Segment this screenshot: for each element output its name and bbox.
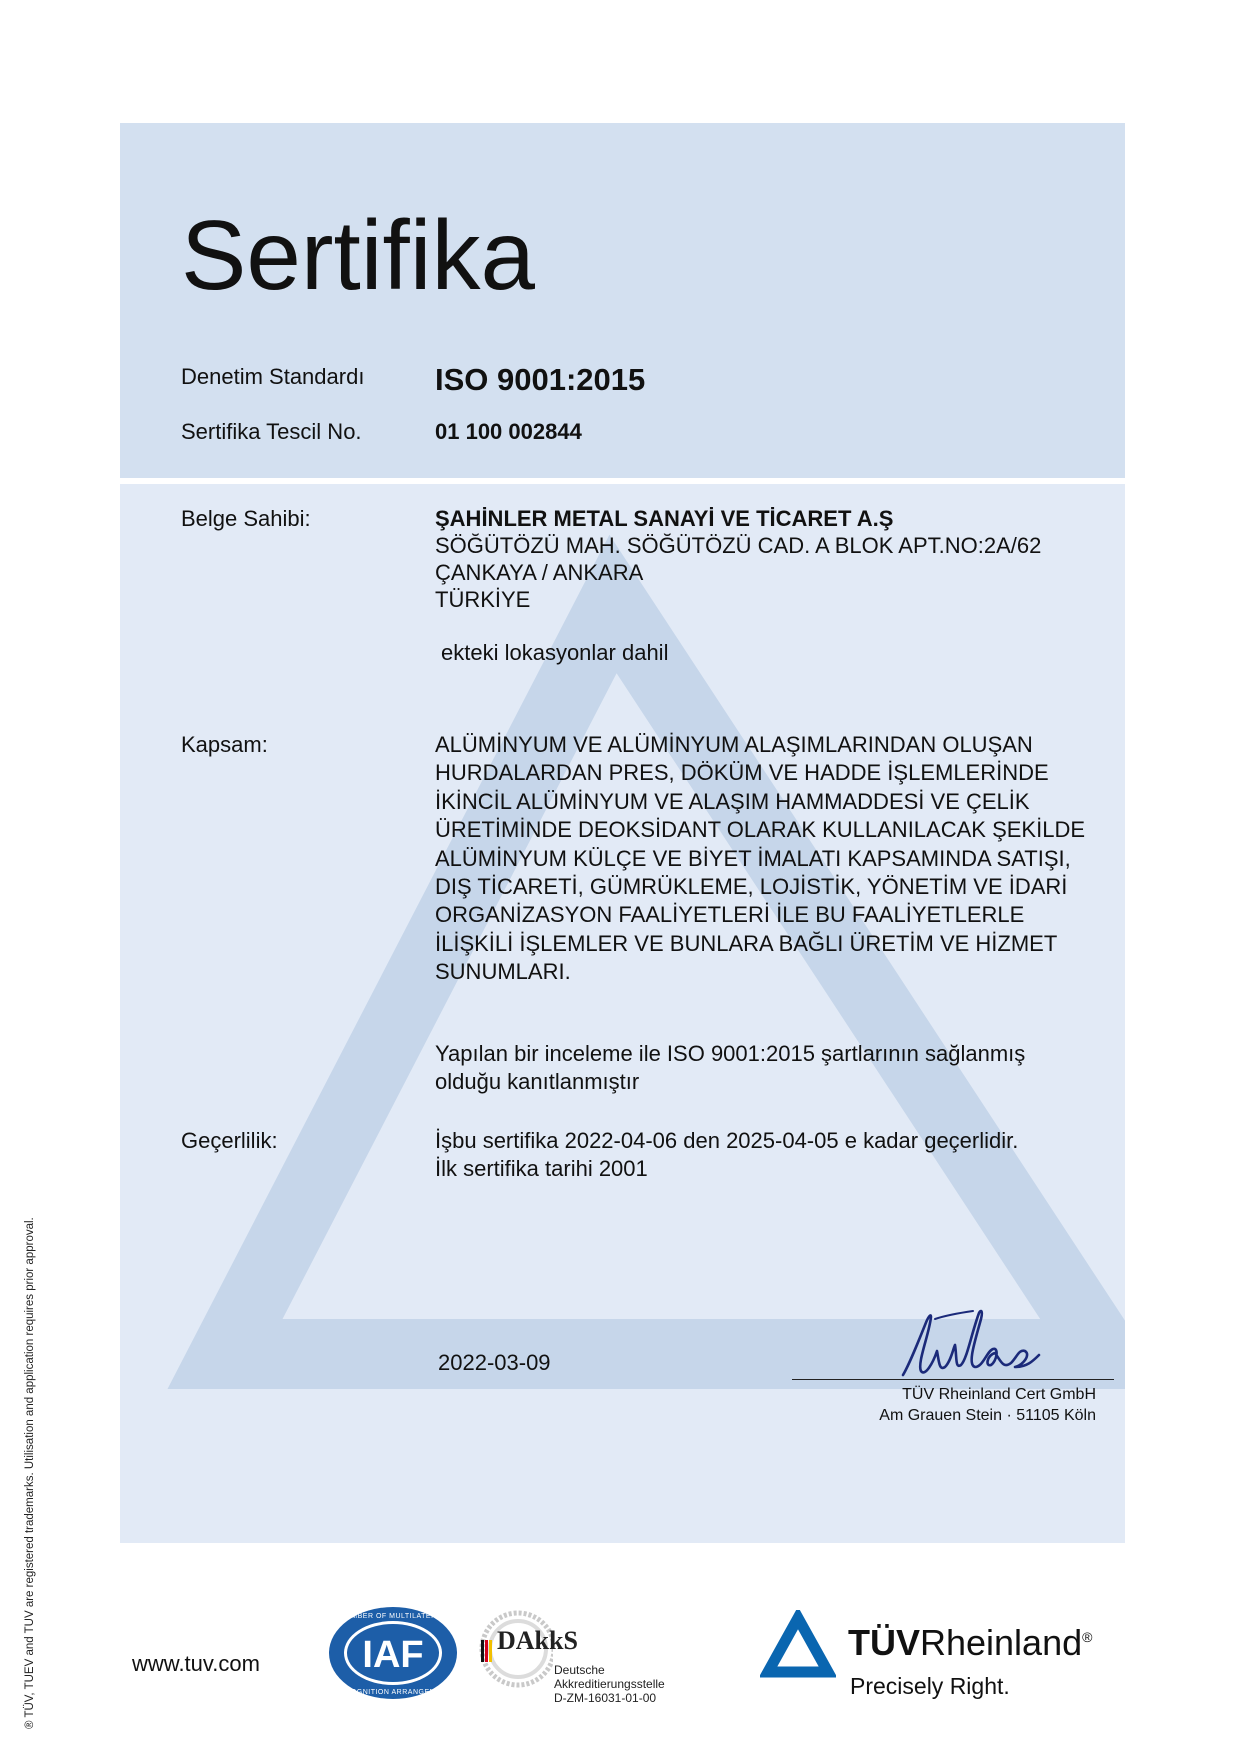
standard-label: Denetim Standardı — [181, 364, 365, 389]
scope-line: İLİŞKİLİ İŞLEMLER VE BUNLARA BAĞLI ÜRETİM VE HİZMET — [435, 930, 1058, 956]
holder-address-line: SÖĞÜTÖZÜ MAH. SÖĞÜTÖZÜ CAD. A BLOK APT.NO:2A/62 — [435, 533, 1042, 558]
registration-number: 01 100 002844 — [435, 419, 582, 444]
dakks-line: Deutsche — [554, 1663, 605, 1677]
holder-label: Belge Sahibi: — [181, 506, 311, 531]
scope-line: DIŞ TİCARETİ, GÜMRÜKLEME, LOJİSTİK, YÖNETİM VE İDARİ — [435, 874, 1068, 900]
holder-block — [435, 505, 1041, 613]
conformity-statement — [435, 1040, 1025, 1097]
scope-line: ALÜMİNYUM KÜLÇE VE BİYET İMALATI KAPSAMINDA SATIŞI, — [435, 845, 1071, 871]
holder-address-line: TÜRKİYE — [435, 587, 531, 612]
scope-line: ÜRETİMİNDE DEOKSİDANT OLARAK KULLANILACAK ŞEKİLDE — [435, 817, 1085, 843]
scope-line: ORGANİZASYON FAALİYETLERİ İLE BU FAALİYETLERLE — [435, 902, 1025, 928]
statement-line: olduğu kanıtlanmıştır — [435, 1069, 640, 1095]
standard-value: ISO 9001:2015 — [435, 362, 646, 397]
dakks-name: DAkkS — [497, 1626, 578, 1655]
validity-text — [435, 1127, 1018, 1184]
iaf-logo-icon — [326, 1604, 460, 1702]
scope-line: ALÜMİNYUM VE ALÜMİNYUM ALAŞIMLARINDAN OLUŞAN — [435, 732, 1033, 757]
statement-line: Yapılan bir inceleme ile ISO 9001:2015 şartlarının sağlanmış — [435, 1041, 1026, 1066]
validity-line: İşbu sertifika 2022-04-06 den 2025-04-05 e kadar geçerlidir. — [435, 1128, 1019, 1153]
svg-text:MEMBER OF MULTILATERAL: MEMBER OF MULTILATERAL — [339, 1613, 447, 1620]
scope-text — [435, 731, 1085, 987]
tuv-tagline: Precisely Right. — [850, 1673, 1010, 1699]
issuer-name: TÜV Rheinland Cert GmbH — [902, 1386, 1096, 1403]
registered-mark: ® — [1082, 1629, 1093, 1645]
dakks-details — [554, 1663, 665, 1705]
issue-date: 2022-03-09 — [438, 1350, 551, 1375]
dakks-code: D-ZM-16031-01-00 — [554, 1691, 657, 1705]
tuv-brand-bold: TÜV — [848, 1622, 920, 1663]
tuv-triangle-logo-icon — [760, 1610, 836, 1680]
signature-icon — [895, 1305, 1045, 1383]
holder-name: ŞAHİNLER METAL SANAYİ VE TİCARET A.Ş — [435, 506, 894, 531]
validity-label: Geçerlilik: — [181, 1128, 278, 1153]
website-link[interactable]: www.tuv.com — [132, 1651, 260, 1676]
validity-line: İlk sertifika tarihi 2001 — [435, 1156, 648, 1182]
tuv-brand — [848, 1622, 1092, 1664]
issuer-address: Am Grauen Stein · 51105 Köln — [879, 1407, 1096, 1424]
dakks-line: Akkreditierungsstelle — [554, 1677, 665, 1691]
iaf-logo-text: IAF — [362, 1634, 424, 1676]
issuer-block — [879, 1384, 1096, 1426]
signature-line — [792, 1379, 1114, 1380]
scope-line: İKİNCİL ALÜMİNYUM VE ALAŞIM HAMMADDESİ VE ÇELİK — [435, 788, 1030, 814]
svg-text:RECOGNITION ARRANGEMENT: RECOGNITION ARRANGEMENT — [334, 1689, 452, 1696]
scope-line: HURDALARDAN PRES, DÖKÜM VE HADDE İŞLEMLERİNDE — [435, 760, 1049, 786]
certificate-title: Sertifika — [181, 200, 536, 310]
holder-address-line: ÇANKAYA / ANKARA — [435, 560, 644, 585]
scope-line: SUNUMLARI. — [435, 959, 571, 985]
tuv-brand-regular: Rheinland — [920, 1622, 1083, 1663]
trademark-note: ® TÜV, TUEV and TUV are registered trademarks. Utilisation and application requires prior approval. — [24, 1217, 36, 1729]
scope-label: Kapsam: — [181, 732, 268, 757]
locations-note: ekteki lokasyonlar dahil — [441, 640, 669, 665]
registration-label: Sertifika Tescil No. — [181, 419, 362, 444]
